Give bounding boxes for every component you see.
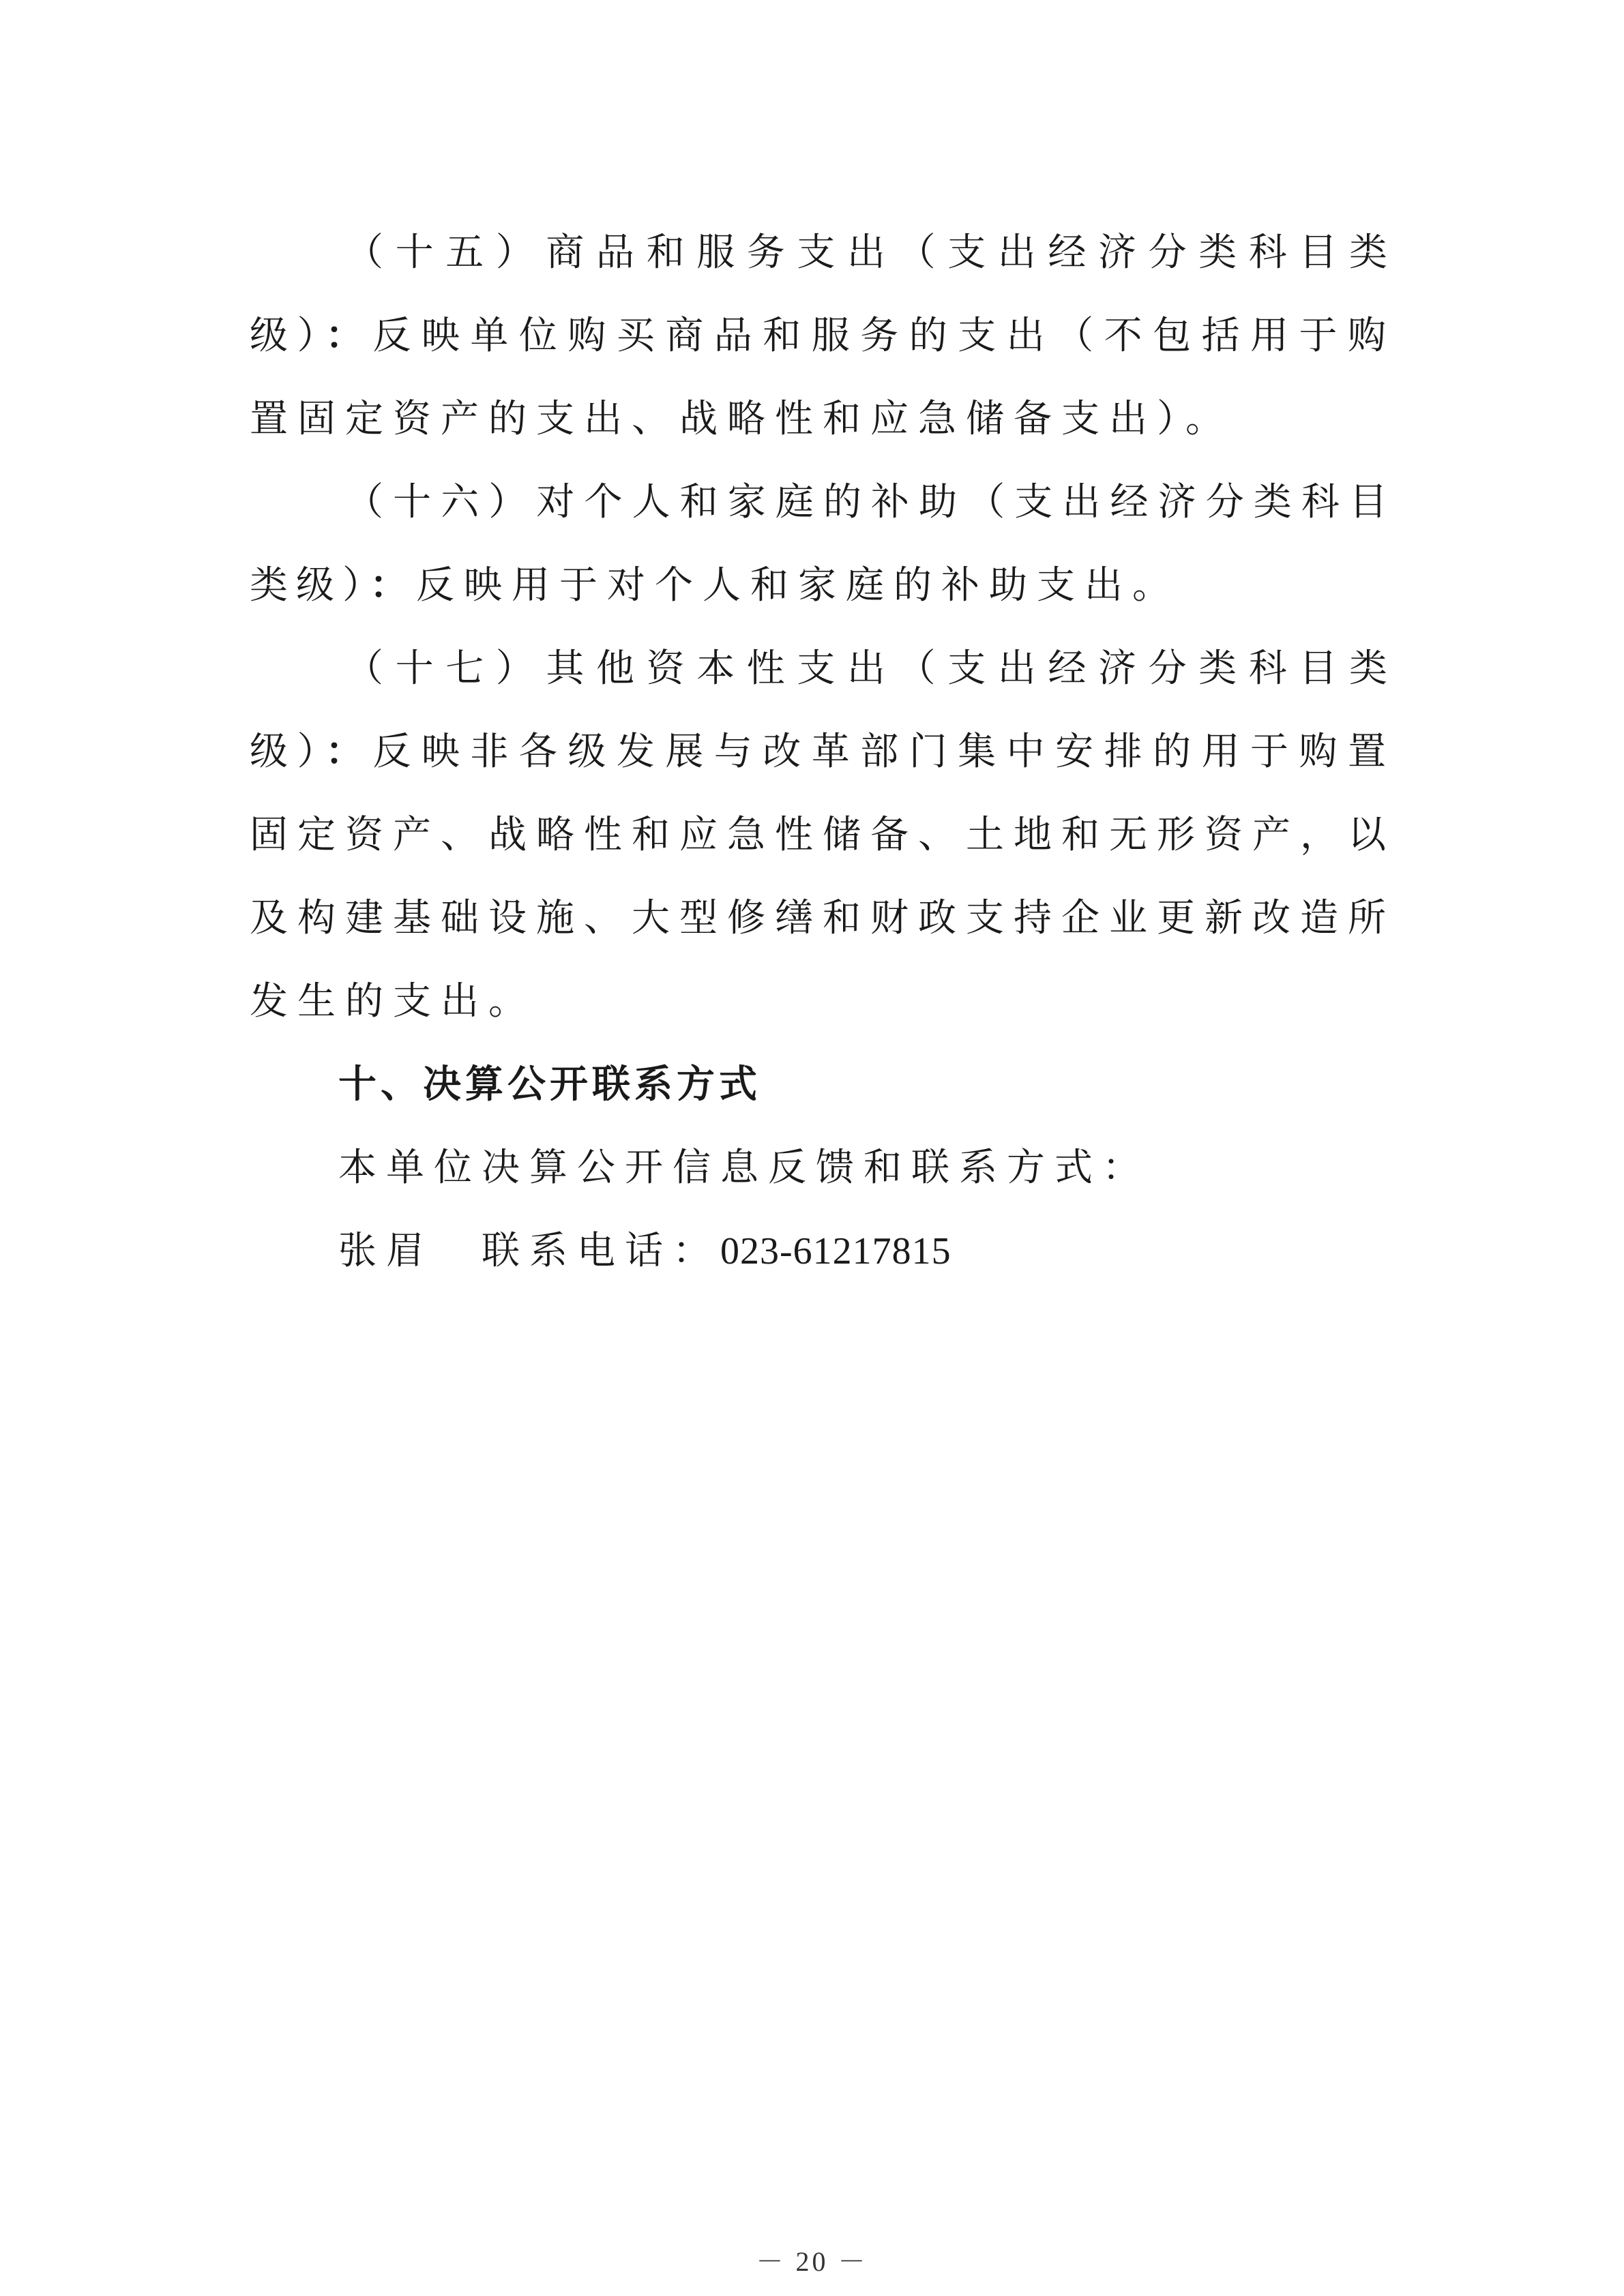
definition-text-15: 反映单位购买商品和服务的支出（不包括用于购置固定资产的支出、战略性和应急储备支出）。 (250, 314, 1396, 441)
term-label: （十五）商品和服务支出（支出经济分类科目类级） (250, 230, 1396, 358)
document-body (250, 211, 1396, 1293)
phone-label: 联系电话： (482, 1229, 720, 1273)
phone-number: 023-61217815 (720, 1230, 951, 1272)
page-number: － 20 － (756, 2246, 868, 2277)
definition-paragraph-15 (250, 211, 1396, 461)
term-colon: ： (370, 563, 416, 608)
definition-paragraph-16 (250, 461, 1396, 627)
term-colon: ： (325, 314, 373, 358)
section-heading: 十、决算公开联系方式 (338, 1062, 761, 1107)
contact-intro: 本单位决算公开信息反馈和联系方式： (338, 1146, 1150, 1190)
definition-text-17: 反映非各级发展与改革部门集中安排的用于购置固定资产、战略性和应急性储备、土地和无形资产，以及构建基础设施、大型修缮和财政支持企业更新改造所发生的支出。 (250, 730, 1396, 1024)
term-label: （十六）对个人和家庭的补助（支出经济分类科目类级） (250, 480, 1396, 608)
contact-line (250, 1210, 1396, 1293)
contact-name: 张眉 (338, 1229, 434, 1273)
definition-text-16: 反映用于对个人和家庭的补助支出。 (416, 563, 1180, 608)
term-colon: ： (325, 730, 373, 774)
definition-paragraph-17 (250, 627, 1396, 1043)
term-label: （十七）其他资本性支出（支出经济分类科目类级） (250, 646, 1396, 774)
